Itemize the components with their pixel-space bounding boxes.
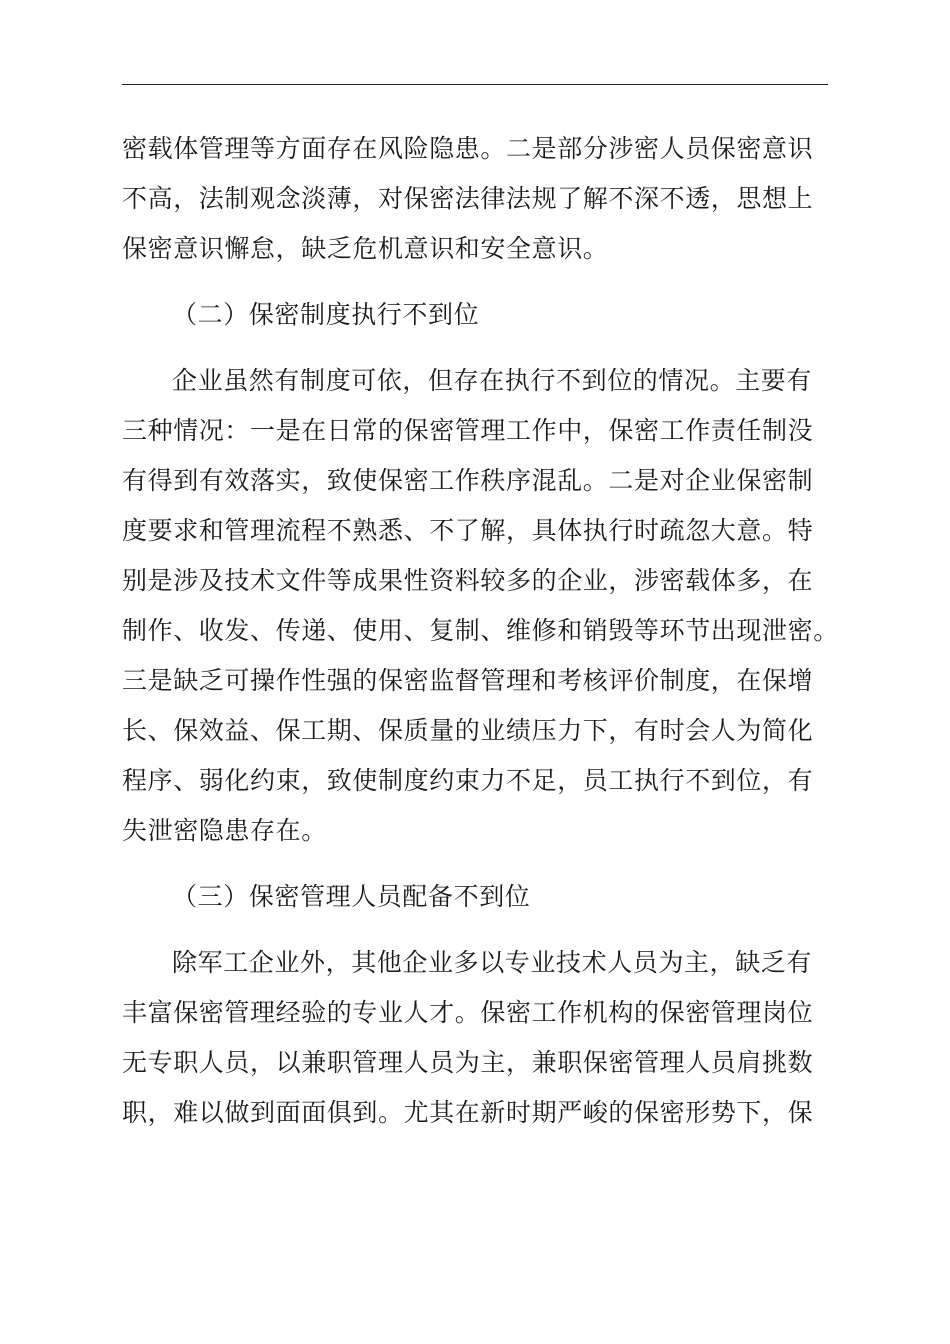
header-rule bbox=[122, 84, 828, 85]
text-line: 长、保效益、保工期、保质量的业绩压力下，有时会人为简化 bbox=[122, 716, 814, 745]
text-line: 度要求和管理流程不熟悉、不了解，具体执行时疏忽大意。特 bbox=[122, 516, 814, 545]
section-heading-2: （二）保密制度执行不到位 bbox=[172, 300, 480, 329]
text-line: 职，难以做到面面俱到。尤其在新时期严峻的保密形势下，保 bbox=[122, 1098, 814, 1127]
text-line: 保密意识懈怠，缺乏危机意识和安全意识。 bbox=[122, 234, 609, 263]
text-line: 失泄密隐患存在。 bbox=[122, 816, 327, 845]
text-line: 企业虽然有制度可依，但存在执行不到位的情况。主要有 bbox=[172, 366, 813, 395]
section-heading-3: （三）保密管理人员配备不到位 bbox=[172, 882, 531, 911]
text-line: 别是涉及技术文件等成果性资料较多的企业，涉密载体多，在 bbox=[122, 566, 814, 595]
text-line: 丰富保密管理经验的专业人才。保密工作机构的保密管理岗位 bbox=[122, 998, 814, 1027]
document-body bbox=[122, 124, 839, 1138]
paragraph-section-2 bbox=[122, 356, 839, 856]
text-line: 制作、收发、传递、使用、复制、维修和销毁等环节出现泄密。 bbox=[122, 616, 839, 645]
text-line: 程序、弱化约束，致使制度约束力不足，员工执行不到位，有 bbox=[122, 766, 814, 795]
paragraph-section-3 bbox=[122, 938, 822, 1138]
text-line: 三是缺乏可操作性强的保密监督管理和考核评价制度，在保增 bbox=[122, 666, 814, 695]
text-line: 密载体管理等方面存在风险隐患。二是部分涉密人员保密意识 bbox=[122, 134, 814, 163]
text-line: 不高，法制观念淡薄，对保密法律法规了解不深不透，思想上 bbox=[122, 184, 814, 213]
paragraph-continued bbox=[122, 124, 822, 274]
text-line: 无专职人员，以兼职管理人员为主，兼职保密管理人员肩挑数 bbox=[122, 1048, 814, 1077]
text-line: 有得到有效落实，致使保密工作秩序混乱。二是对企业保密制 bbox=[122, 466, 814, 495]
text-line: 除军工企业外，其他企业多以专业技术人员为主，缺乏有 bbox=[172, 948, 813, 977]
text-line: 三种情况：一是在日常的保密管理工作中，保密工作责任制没 bbox=[122, 416, 814, 445]
